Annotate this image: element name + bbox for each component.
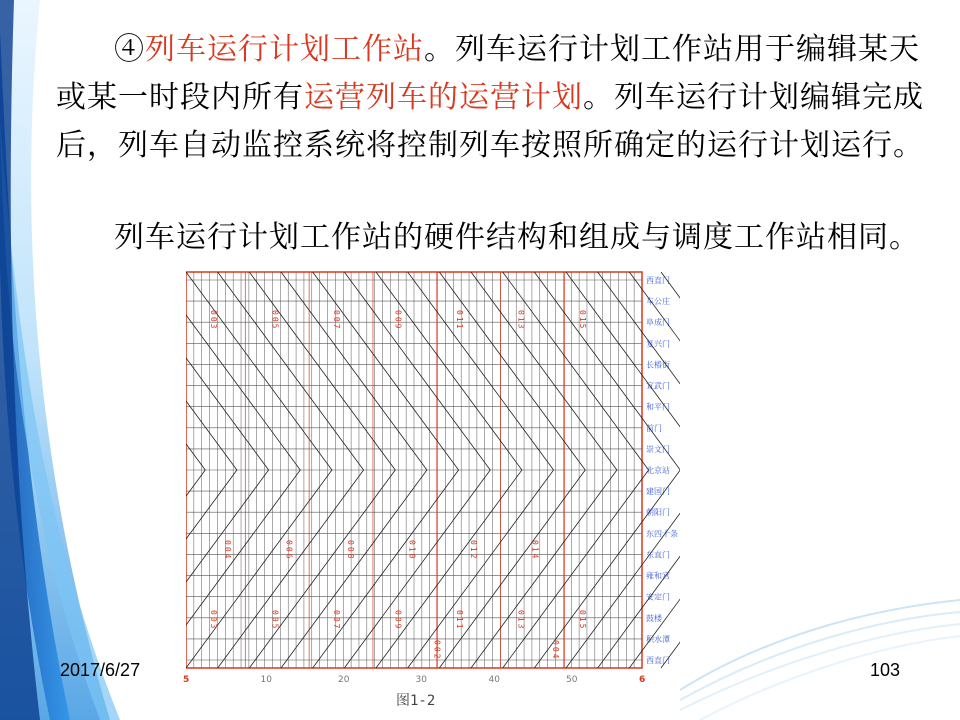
- train-number: 006: [284, 540, 294, 561]
- train-number: 015: [578, 310, 588, 331]
- station-label: 北京站: [646, 466, 670, 475]
- train-number: 011: [455, 310, 465, 331]
- train-number: 010: [407, 540, 417, 561]
- x-tick-label: 40: [488, 675, 500, 685]
- footer-date: 2017/6/27: [60, 660, 141, 680]
- station-label: 长椿街: [646, 360, 670, 370]
- x-tick-label: 20: [338, 675, 350, 685]
- station-label: 鼓楼: [646, 613, 662, 623]
- train-number: 009: [393, 310, 403, 331]
- station-label: 西直门: [646, 276, 670, 285]
- term-highlight: 运营列车的运营计划: [304, 80, 583, 115]
- train-number: 013: [516, 610, 526, 631]
- station-label: 前门: [646, 423, 662, 433]
- station-label: 东四十条: [646, 529, 678, 539]
- station-label: 东直门: [646, 550, 670, 560]
- x-tick-label: 6: [639, 675, 646, 685]
- station-label: 朝阳门: [646, 508, 670, 518]
- train-number: 008: [345, 540, 355, 561]
- train-number: 012: [469, 540, 479, 561]
- station-label: 崇文门: [646, 444, 670, 454]
- x-tick-label: 30: [415, 675, 428, 685]
- train-number: 011: [455, 610, 465, 631]
- station-label: 安定门: [646, 592, 670, 602]
- train-number: 003: [208, 310, 218, 331]
- train-number: 014: [530, 540, 540, 561]
- station-label: 雍和宫: [646, 571, 670, 581]
- train-number: 004: [550, 640, 560, 661]
- paragraph-text-b: 。列车运行计划编辑完成后，列车自动监控系统将控制列车按照所确定的运行计划运行。: [56, 80, 924, 163]
- train-number: 007: [331, 310, 341, 331]
- paragraph-hardware: 列车运行计划工作站的硬件结构和组成与调度工作站相同。: [114, 220, 920, 255]
- station-label: 宣武门: [646, 381, 670, 391]
- page-number: 103: [870, 660, 901, 680]
- station-label: 复兴门: [646, 339, 670, 349]
- paragraph-text-a: 。列车运行计划工作站用于编辑某天或某一时段内所有: [56, 32, 920, 115]
- x-tick-label: 50: [566, 675, 578, 685]
- station-label: 车公庄: [646, 297, 670, 307]
- x-tick-label: 10: [260, 675, 272, 685]
- train-number: 003: [208, 610, 218, 631]
- train-number: 004: [222, 540, 232, 561]
- station-label: 和平门: [646, 402, 670, 412]
- term-title: 列车运行计划工作站: [145, 32, 424, 67]
- figure-caption: 图1-2: [396, 693, 436, 709]
- train-number: 007: [331, 610, 341, 631]
- mask-right: [643, 266, 680, 690]
- train-number: 013: [516, 310, 526, 331]
- station-label: 建国门: [646, 487, 670, 497]
- train-number: 009: [393, 610, 403, 631]
- paragraph-workstation-description: [56, 26, 936, 170]
- x-tick-label: 5: [183, 675, 190, 685]
- item-marker: ④: [114, 32, 145, 67]
- train-number: 005: [270, 310, 280, 331]
- train-schedule-diagram: [180, 266, 680, 690]
- train-number: 005: [270, 610, 280, 631]
- station-label: 积水潭: [646, 634, 670, 644]
- train-number: 002: [432, 640, 442, 661]
- station-label: 西直门: [646, 656, 670, 665]
- train-number: 015: [578, 610, 588, 631]
- mask-left: [180, 266, 186, 690]
- station-label: 阜成门: [646, 318, 670, 328]
